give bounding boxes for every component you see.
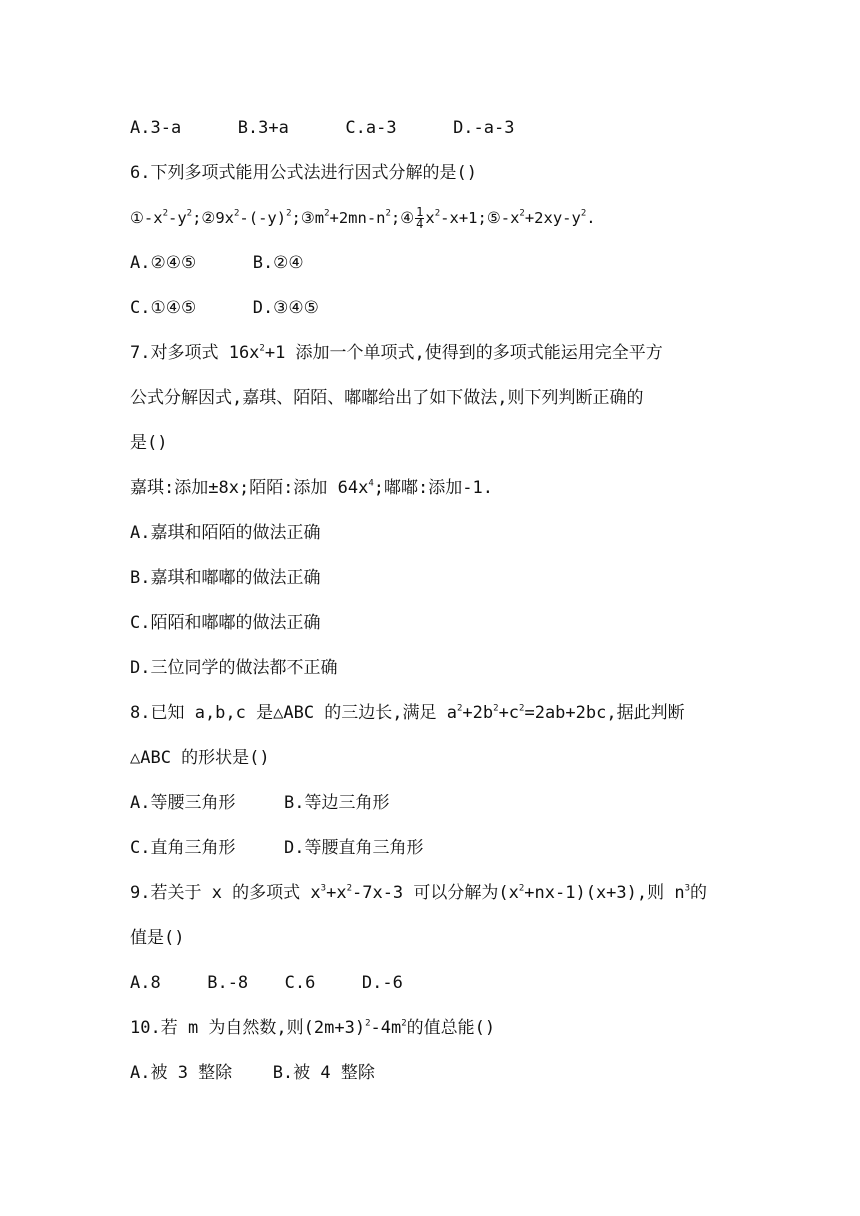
- q5-option-c: C.a-3: [345, 118, 397, 138]
- q7-stem-line2: 公式分解因式,嘉琪、陌陌、嘟嘟给出了如下做法,则下列判断正确的: [130, 388, 644, 408]
- q9-option-a: A.8: [130, 973, 161, 993]
- q8-option-b: B.等边三角形: [283, 793, 390, 813]
- q9-option-d: D.-6: [361, 973, 403, 993]
- q10-options: [130, 1061, 800, 1085]
- q6-option-d: D.③④⑤: [252, 298, 319, 318]
- q8-options-row2: [130, 836, 800, 860]
- q9-stem-line2: 值是(): [130, 928, 185, 948]
- q7-stem-line1: 7.对多项式 $16x^2+1$ 添加一个单项式,使得到的多项式能运用完全平方: [130, 343, 663, 363]
- q6-option-a: A.②④⑤: [130, 253, 197, 273]
- q8-option-d: D.等腰直角三角形: [283, 838, 424, 858]
- q5-option-d: D.-a-3: [453, 118, 515, 138]
- fraction-one-quarter: $\frac{1}{4}$: [416, 205, 424, 231]
- q9-stem-line1: 9.若关于 x 的多项式 $x^3+x^2-7x-3$ 可以分解为$(x^2+nx-1)(x+3)$,则 $n^3$的: [130, 883, 708, 903]
- q6-option-b: B.②④: [252, 253, 304, 273]
- q7-option-d: D.三位同学的做法都不正确: [130, 658, 338, 678]
- q6-options-row2: [130, 296, 800, 320]
- q8-stem-line1: 8.已知 a,b,c 是△ABC 的三边长,满足 $a^2+2b^2+c^2=2ab+2bc$,据此判断: [130, 703, 685, 723]
- q7-option-c: C.陌陌和嘟嘟的做法正确: [130, 613, 321, 633]
- q8-options-row1: [130, 791, 800, 815]
- q5-options: [130, 116, 800, 140]
- q10-stem: 10.若 m 为自然数,则$(2m+3)^2-4m^2$的值总能(): [130, 1018, 496, 1038]
- q10-option-a: A.被 3 整除: [130, 1063, 233, 1083]
- q6-option-c: C.①④⑤: [130, 298, 197, 318]
- q10-option-b: B.被 4 整除: [272, 1063, 375, 1083]
- q8-stem-line2: △ABC 的形状是(): [130, 748, 270, 768]
- q6-stem: 6.下列多项式能用公式法进行因式分解的是(): [130, 163, 477, 183]
- q9-option-b: B.-8: [207, 973, 249, 993]
- q8-option-c: C.直角三角形: [130, 838, 236, 858]
- q7-stem-line3: 是(): [130, 433, 168, 453]
- q6-options-row1: [130, 251, 800, 275]
- q5-option-b: B.3+a: [237, 118, 289, 138]
- q7-option-a: A.嘉琪和陌陌的做法正确: [130, 523, 321, 543]
- q7-option-b: B.嘉琪和嘟嘟的做法正确: [130, 568, 321, 588]
- q9-option-c: C.6: [284, 973, 316, 993]
- q8-option-a: A.等腰三角形: [130, 793, 236, 813]
- q7-answers: 嘉琪:添加±8x;陌陌:添加 $64x^4$;嘟嘟:添加-1.: [130, 478, 493, 498]
- q5-option-a: A.3-a: [130, 118, 182, 138]
- q9-options: [130, 971, 800, 995]
- q6-expressions: $①-x^2-y^2;②9x^2-(-y)^2;③m^2+2mn-n^2;④$ $\frac{1}{4}$ $x^2-x+1;⑤-x^2+2xy-y^2$.: [130, 205, 596, 231]
